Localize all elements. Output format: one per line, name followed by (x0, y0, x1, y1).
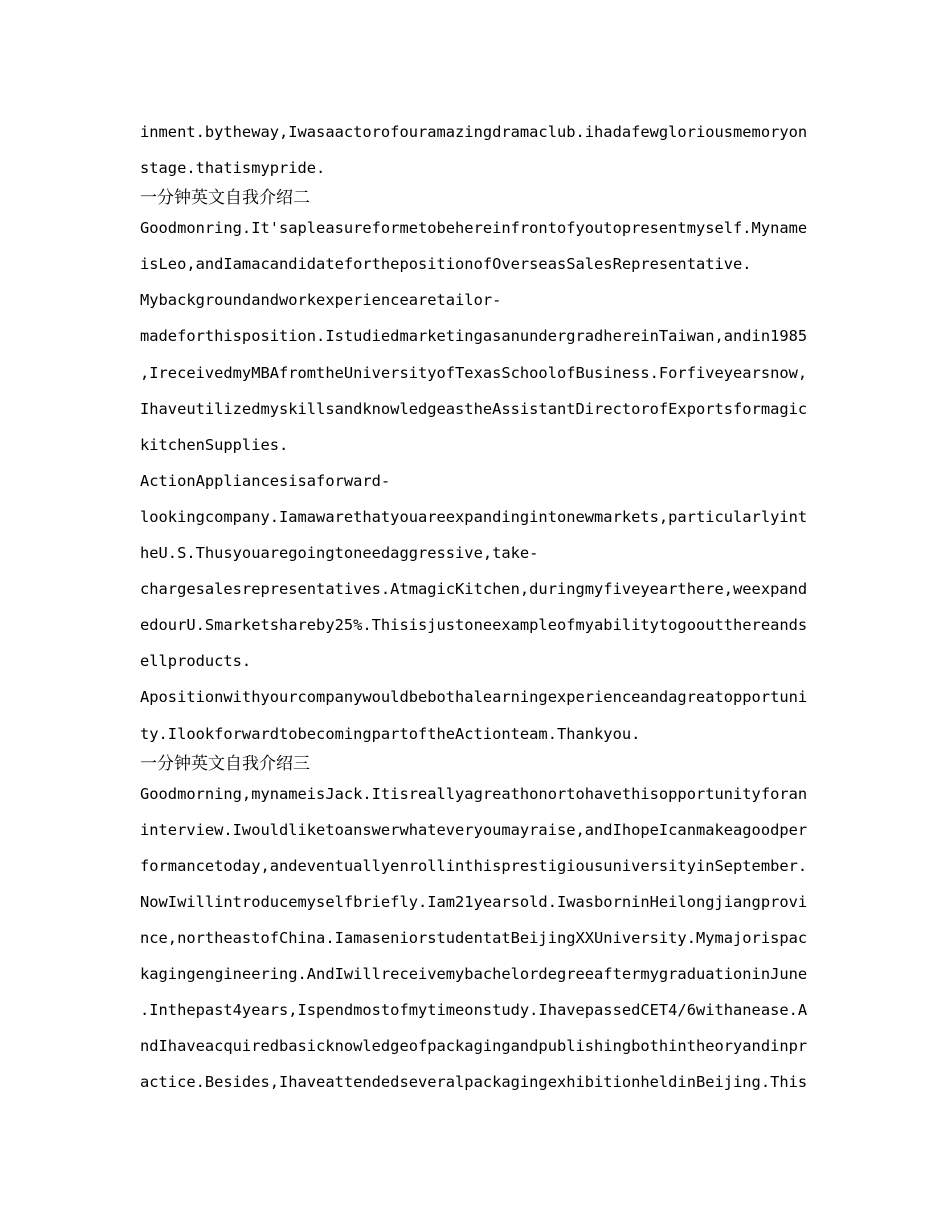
text-line: lookingcompany.Iamawarethatyouareexpandingintonewmarkets,particularlyint (140, 507, 808, 526)
text-line: interview.Iwouldliketoanswerwhateveryoumayraise,andIhopeIcanmakeagoodper (140, 820, 808, 839)
text-line: stage.thatismypride. (140, 159, 326, 178)
text-line: kagingengineering.AndIwillreceivemybachelordegreeaftermygraduationinJune (140, 965, 808, 984)
text-line: madeforthisposition.IstudiedmarketingasanundergradhereinTaiwan,andin1985 (140, 327, 808, 346)
text-line: nce,northeastofChina.IamaseniorstudentatBeijingXXUniversity.Mymajorispac (140, 928, 808, 947)
text-line: Apositionwithyourcompanywouldbebothalearningexperienceandagreatopportuni (140, 688, 808, 707)
text-line: isLeo,andIamacandidateforthepositionofOverseasSalesRepresentative. (140, 255, 752, 274)
text-line: ty.IlookforwardtobecomingpartoftheActionteam.Thankyou. (140, 724, 641, 743)
text-line: inment.bytheway,Iwasaactorofouramazingdramaclub.ihadafewgloriousmemoryon (140, 123, 808, 141)
text-line: IhaveutilizedmyskillsandknowledgeastheAssistantDirectorofExportsformagic (140, 399, 808, 418)
text-line: ActionAppliancesisaforward- (140, 471, 391, 490)
text-line: NowIwillintroducemyselfbriefly.Iam21yearsold.IwasborninHeilongjiangprovi (140, 892, 808, 911)
document-body (140, 114, 815, 1100)
text-line: heU.S.Thusyouaregoingtoneedaggressive,take- (140, 544, 539, 563)
text-line: ndIhaveacquiredbasicknowledgeofpackagingandpublishingbothintheoryandinpr (140, 1037, 808, 1056)
text-line: edourU.Smarketshareby25%.Thisisjustoneexampleofmyabilitytogooutthereands (140, 616, 808, 635)
text-line: kitchenSupplies. (140, 435, 289, 454)
text-line: chargesalesrepresentatives.AtmagicKitchen,duringmyfiveyearthere,weexpand (140, 580, 808, 599)
text-line: actice.Besides,IhaveattendedseveralpackagingexhibitionheldinBeijing.This (140, 1073, 808, 1092)
text-line: ellproducts. (140, 652, 252, 671)
paragraph-block-1 (140, 114, 815, 186)
paragraph-block-3 (140, 776, 815, 1101)
text-line: ,IreceivedmyMBAfromtheUniversityofTexasSchoolofBusiness.Forfiveyearsnow, (140, 363, 808, 382)
text-line: Goodmorning,mynameisJack.Itisreallyagreathonortohavethisopportunityforan (140, 784, 808, 803)
text-line: Goodmonring.It'sapleasureformetobehereinfrontofyoutopresentmyself.Myname (140, 219, 808, 238)
text-line: formancetoday,andeventuallyenrollinthisprestigiousuniversityinSeptember. (140, 856, 808, 875)
paragraph-block-2 (140, 210, 815, 751)
section-heading-2: 一分钟英文自我介绍二 (140, 188, 310, 209)
text-line: Mybackgroundandworkexperiencearetailor- (140, 291, 502, 310)
section-heading-3: 一分钟英文自我介绍三 (140, 753, 310, 774)
text-line: .Inthepast4years,Ispendmostofmytimeonstudy.IhavepassedCET4/6withanease.A (140, 1001, 808, 1020)
